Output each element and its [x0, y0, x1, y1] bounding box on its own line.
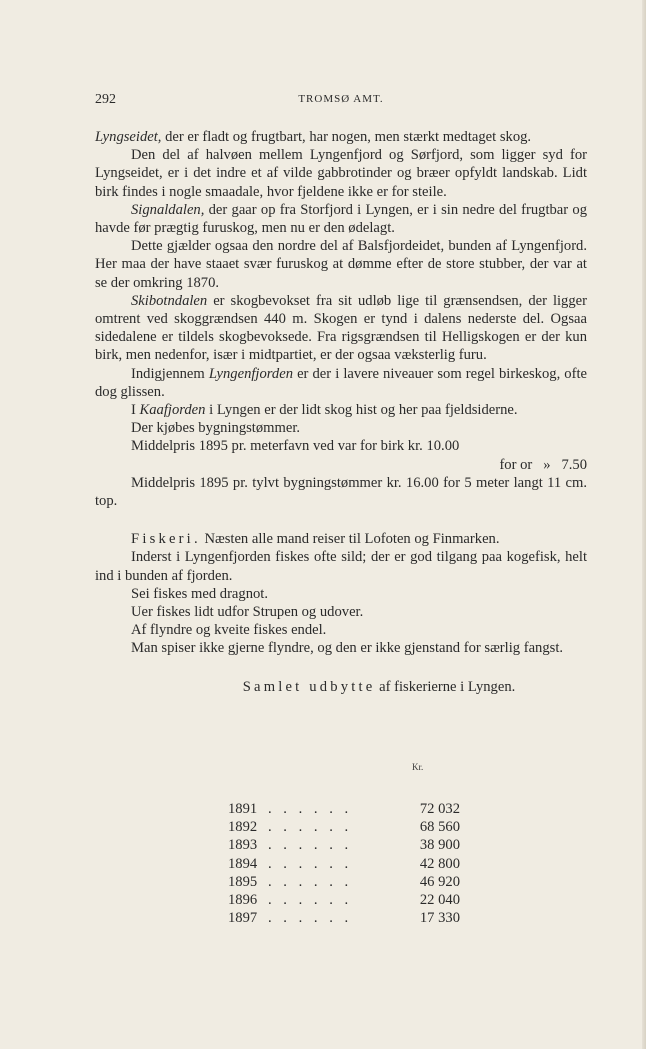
price-line-tommer: Middelpris 1895 pr. tylvt bygningstømmer kr. 16.00 for 5 meter langt 11 cm. top.	[95, 474, 587, 510]
table-row: 1896 . . . . . . 22 040	[228, 891, 460, 908]
paragraph-halvoen: Den del af halvøen mellem Lyngenfjord og Sørfjord, som ligger syd for Lyngseidet, er i det indre et af vilde gabbrotinder og bræer opfyldt landskab. Lidt birk findes i nogle smaadale, hvor fjeldene ikke er for steile.	[95, 147, 587, 200]
paragraph-bygningstommer: Der kjøbes bygningstømmer.	[131, 420, 301, 437]
section-heading-fiskeri: Fiskeri.	[131, 531, 201, 548]
paragraph-signaldalen: Signaldalen, der gaar op fra Storfjord i Lyngen, er i sin nedre del frugtbar og havde før prægtig furuskog, men nu er den ødelagt.	[95, 201, 587, 237]
table-row: 1892 . . . . . . 68 560	[228, 819, 460, 836]
body-text	[95, 128, 587, 696]
page-edge	[642, 0, 646, 1049]
paragraph-lyngseidet: Lyngseidet, der er fladt og frugtbart, har nogen, men stærkt medtaget skog.	[95, 129, 532, 145]
place-name: Skibotndalen	[131, 292, 208, 309]
price-line-or: for or » 7.50	[499, 456, 587, 473]
yield-table	[228, 800, 460, 927]
paragraph-lyngenfjorden: Indigjennem Lyngenfjorden er der i lavere niveauer som regel birkeskog, ofte dog glissen.	[95, 365, 587, 400]
fishing-paragraph: Uer fiskes lidt udfor Strupen og udover.	[131, 604, 364, 621]
fishing-intro: Fiskeri. Næsten alle mand reiser til Lofoten og Finmarken.	[131, 531, 500, 548]
table-row: 1891 . . . . . . 72 032	[228, 801, 460, 817]
paragraph-kaafjorden: I Kaafjorden i Lyngen er der lidt skog hist og her paa fjeldsiderne.	[131, 402, 518, 419]
fishing-paragraph: Sei fiskes med dragnot.	[131, 585, 268, 602]
table-row: 1897 . . . . . . 17 330	[228, 910, 460, 927]
place-name: Lyngseidet,	[95, 129, 162, 145]
page-number: 292	[95, 92, 116, 107]
table-unit: Kr.	[412, 762, 424, 772]
paragraph-skibotndalen: Skibotndalen er skogbevokset fra sit udløb lige til grænsendsen, der ligger omtrent ved skoggrændsen 440 m. Skogen er tynd i dalens nederste del. Ogsaa sidedalene er tildels skogbevoksede. Fra rigsgrændsen til Helligskogen er der kun birk, men nedenfor, især i midtpartiet, er der ogsaa væksterlig furu.	[95, 292, 587, 364]
table-row: 1895 . . . . . . 46 920	[228, 873, 460, 890]
place-name: Kaafjorden	[139, 402, 206, 419]
table-row: 1894 . . . . . . 42 800	[228, 855, 460, 872]
fishing-paragraph: Inderst i Lyngenfjorden fiskes ofte sild; der er god tilgang paa kogefisk, helt ind i bunden af fjorden.	[95, 549, 587, 584]
running-head: TROMSØ AMT.	[298, 93, 384, 105]
table-row: 1893 . . . . . . 38 900	[228, 837, 460, 854]
table-title: Samlet udbytte af fiskerierne i Lyngen.	[242, 678, 516, 695]
price-line-birk: Middelpris 1895 pr. meterfavn ved var for birk kr. 10.00	[131, 438, 460, 455]
place-name: Signaldalen,	[131, 201, 205, 218]
place-name: Lyngenfjorden	[208, 365, 293, 382]
paragraph-balsfjordeidet: Dette gjælder ogsaa den nordre del af Balsfjordeidet, bunden af Lyngenfjord. Her maa der have staaet svær furuskog at dømme efter de store stubber, der var at se der omkring 1870.	[95, 238, 587, 291]
fishing-paragraph: Man spiser ikke gjerne flyndre, og den er ikke gjenstand for særlig fangst.	[131, 640, 564, 657]
page-header	[95, 92, 587, 110]
fishing-paragraph: Af flyndre og kveite fiskes endel.	[131, 622, 327, 639]
